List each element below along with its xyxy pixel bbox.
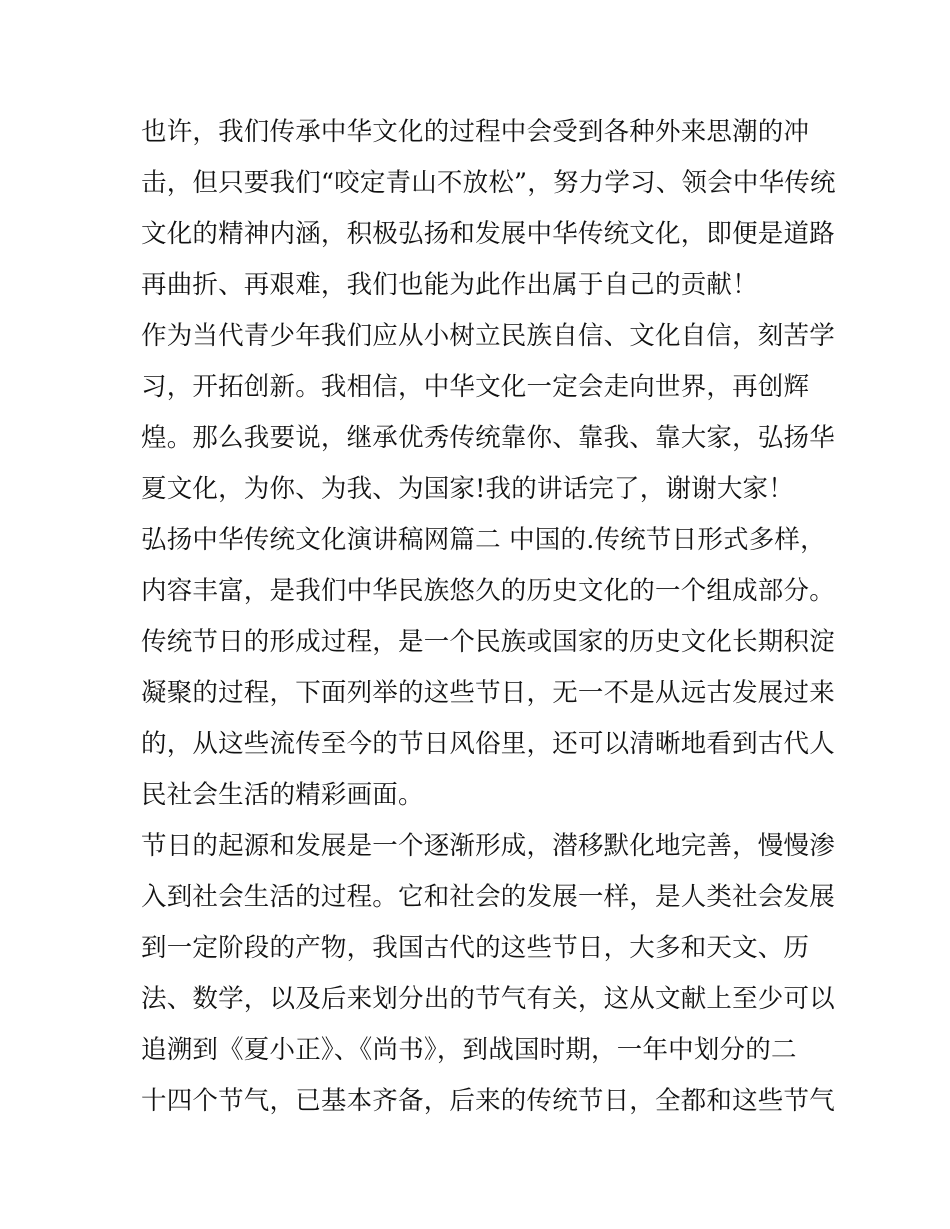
text-line: 追溯到《夏小正》、《尚书》，到战国时期，一年中划分的二	[141, 1035, 797, 1065]
text-line: 到一定阶段的产物，我国古代的这些节日，大多和天文、历	[141, 933, 810, 963]
text-line: 作为当代青少年我们应从小树立民族自信、文化自信，刻苦学	[141, 321, 835, 351]
text-line: 民社会生活的精彩画面。	[141, 780, 424, 810]
text-line: 习，开拓创新。我相信，中华文化一定会走向世界，再创辉	[141, 372, 810, 402]
text-line: 文化的精神内涵，积极弘扬和发展中华传统文化，即便是道路	[141, 219, 835, 249]
body-text	[141, 107, 836, 1127]
text-line: 也许，我们传承中华文化的过程中会受到各种外来思潮的冲	[141, 117, 810, 147]
text-line: 再曲折、再艰难，我们也能为此作出属于自己的贡献！	[141, 270, 758, 300]
text-line: 的，从这些流传至今的节日风俗里，还可以清晰地看到古代人	[141, 729, 835, 759]
text-line: 法、数学，以及后来划分出的节气有关，这从文献上至少可以	[141, 984, 835, 1014]
text-line: 夏文化，为你、为我、为国家!我的讲话完了，谢谢大家！	[141, 474, 794, 504]
text-line: 节日的起源和发展是一个逐渐形成，潜移默化地完善，慢慢渗	[141, 831, 835, 861]
text-line: 十四个节气，已基本齐备，后来的传统节日，全都和这些节气	[141, 1086, 835, 1116]
text-line: 传统节日的形成过程，是一个民族或国家的历史文化长期积淀	[141, 627, 835, 657]
text-line: 凝聚的过程，下面列举的这些节日，无一不是从远古发展过来	[141, 678, 835, 708]
text-line: 煌。那么我要说，继承优秀传统靠你、靠我、靠大家，弘扬华	[141, 423, 835, 453]
text-line: 入到社会生活的过程。它和社会的发展一样，是人类社会发展	[141, 882, 835, 912]
text-line: 内容丰富，是我们中华民族悠久的历史文化的一个组成部分。	[141, 576, 835, 606]
text-line: 击，但只要我们“咬定青山不放松”，努力学习、领会中华传统	[141, 168, 836, 198]
text-line: 弘扬中华传统文化演讲稿网篇二 中国的.传统节日形式多样，	[141, 525, 826, 555]
